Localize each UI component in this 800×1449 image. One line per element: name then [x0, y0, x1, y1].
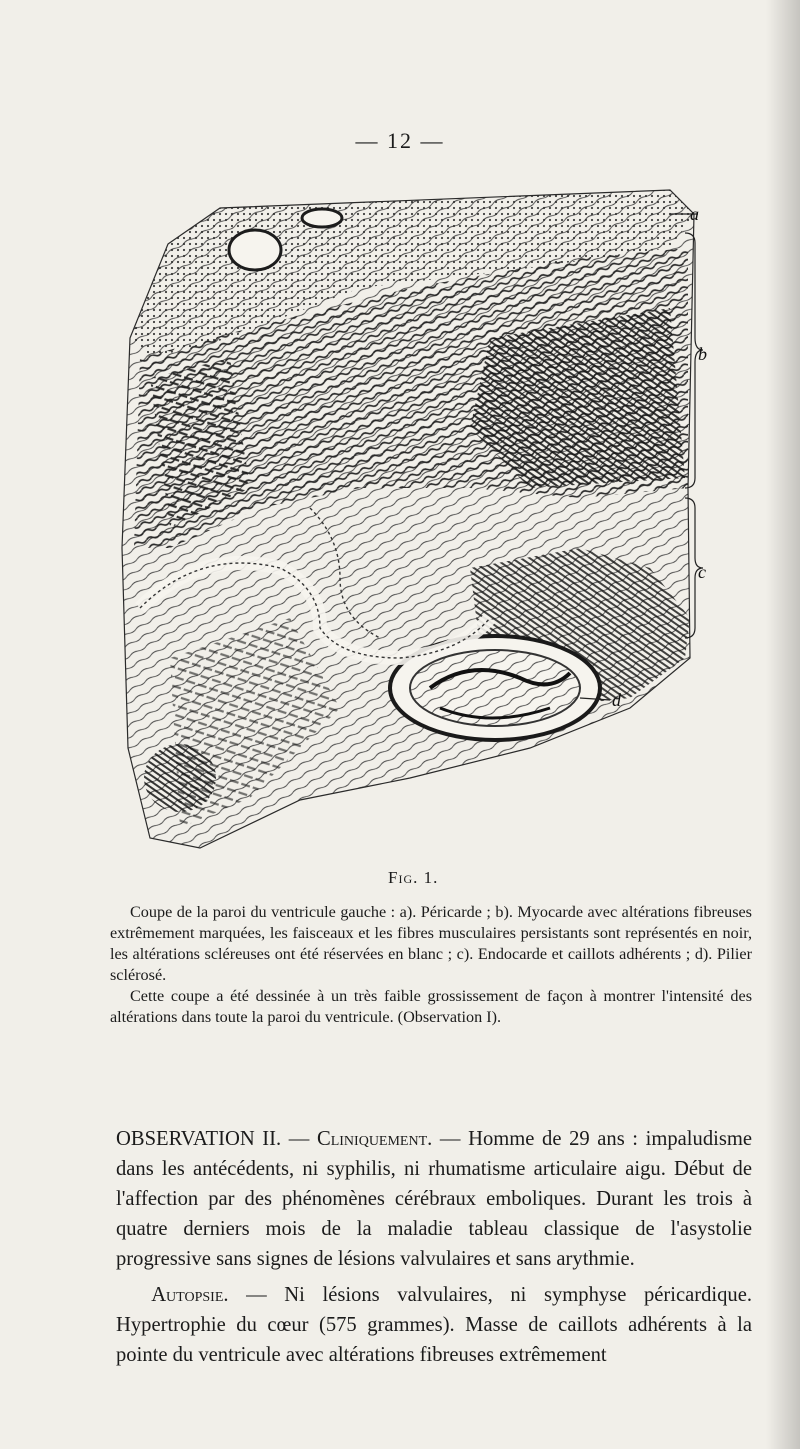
observation-dash-1: —: [281, 1128, 317, 1150]
vessel-lumen: [229, 230, 281, 270]
figure-histology-drawing: [110, 188, 710, 860]
marker-d: d: [612, 690, 621, 710]
autopsy-dash: —: [228, 1284, 285, 1306]
figure-caption: [110, 902, 752, 1028]
marker-c: c: [698, 562, 706, 582]
marker-b: b: [698, 344, 707, 364]
histology-illustration: [110, 188, 710, 860]
autopsy-heading: Autopsie.: [151, 1284, 229, 1306]
observation-heading: OBSERVATION II.: [116, 1128, 282, 1150]
caption-paragraph-1: Coupe de la paroi du ventricule gauche : a). Péricarde ; b). Myocarde avec altérations fibreuses extrêmement marquées, les faisceaux et les fibres musculaires persistants sont représentés en noir, les altérations scléreuses ont été réservées en blanc ; c). Endocarde et caillots adhérents ; d). Pilier sclérosé.: [110, 903, 752, 984]
observation-subheading: Cliniquement.: [316, 1128, 433, 1150]
autopsy-text: Ni lésions valvulaires, ni symphyse péricardique. Hypertrophie du cœur (575 grammes). Masse de caillots adhérents à la pointe du ventricule avec altérations fibreuses extrêmement: [116, 1284, 753, 1366]
vessel-lumen: [302, 209, 342, 227]
figure-label: Fig. 1.: [388, 868, 439, 887]
observation-dash-2: —: [432, 1128, 469, 1150]
autopsy-paragraph: [116, 1280, 752, 1370]
observation-text: Homme de 29 ans : impaludisme dans les antécédents, ni syphilis, ni rhumatisme articulaire aigu. Début de l'affection par des phénomènes cérébraux emboliques. Durant les trois à quatre derniers mois de la maladie tableau classique de l'asystolie progressive sans signes de lésions valvulaires et sans arythmie.: [116, 1128, 753, 1270]
page-edge-shadow: [766, 0, 800, 1449]
caption-paragraph-2: Cette coupe a été dessinée à un très faible grossissement de façon à montrer l'intensité des altérations dans toute la paroi du ventricule. (Observation I).: [110, 987, 752, 1026]
observation-paragraph: [116, 1124, 752, 1274]
body-text: [116, 1124, 752, 1376]
marker-a: a: [690, 204, 699, 224]
page-number: — 12 —: [355, 128, 445, 153]
